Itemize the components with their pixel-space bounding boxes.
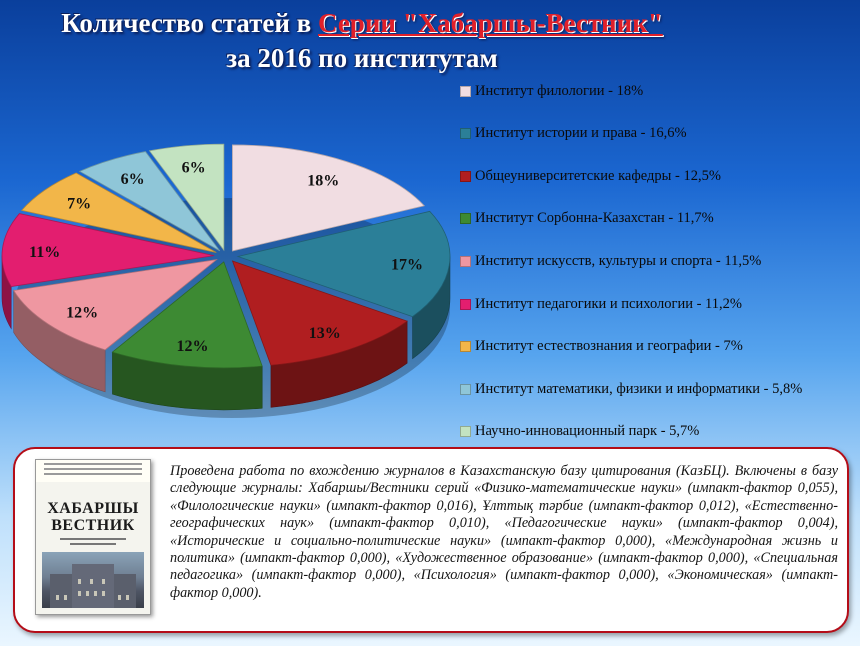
legend-label: Институт естествознания и географии - 7% xyxy=(475,338,743,355)
pie-data-label: 6% xyxy=(181,159,206,177)
legend-swatch xyxy=(460,384,471,395)
cover-title xyxy=(36,500,150,534)
journal-cover-image xyxy=(35,459,151,615)
legend-label: Институт математики, физики и информатики - 5,8% xyxy=(475,380,803,397)
cover-title-line2: ВЕСТНИК xyxy=(51,517,135,534)
legend-label: Общеуниверситетские кафедры - 12,5% xyxy=(475,167,721,184)
legend-item xyxy=(460,165,721,187)
legend-item xyxy=(460,123,687,145)
pie-data-label: 13% xyxy=(308,325,341,343)
pie-data-label: 11% xyxy=(29,243,61,261)
cover-header xyxy=(36,460,150,482)
pie-data-label: 7% xyxy=(67,195,92,213)
cover-subtitle-line xyxy=(60,538,126,540)
legend-swatch xyxy=(460,213,471,224)
pie-data-label: 17% xyxy=(390,256,423,274)
pie-data-label: 12% xyxy=(66,304,99,322)
legend-label: Институт истории и права - 16,6% xyxy=(475,125,687,142)
legend-item xyxy=(460,250,761,272)
legend-swatch xyxy=(460,426,471,437)
legend-item xyxy=(460,80,643,102)
legend-label: Институт Сорбонна-Казахстан - 11,7% xyxy=(475,210,714,227)
pie-data-label: 18% xyxy=(307,172,340,190)
legend-swatch xyxy=(460,86,471,97)
chart-title-line2: за 2016 по институтам xyxy=(226,43,498,73)
info-paragraph: Проведена работа по вхождению журналов в Казахстанскую базу цитирования (КазБЦ). Включены в базу следующие журналы: Хабаршы/Вестники серий «Физико-математические науки» (импакт-фактор 0,055), «Филологические науки» (импакт-фактор 0,016), Ұлттық тәрбие (импакт-фактор 0,012), «Естественно-географических наук» (импакт-фактор 0,010), «Педагогические науки» (импакт-фактор 0,004), «Исторические и социально-политические науки» (импакт-фактор 0,000), «Международная жизнь и политика» (импакт-фактор 0,000), «Художественное образование» (импакт-фактор 0,000), «Специальная педагогика» (импакт-фактор 0,000), «Психология» (импакт-фактор 0,000), «Экономическая» (импакт-фактор 0,000). xyxy=(170,463,838,601)
legend-item xyxy=(460,336,743,358)
legend-swatch xyxy=(460,299,471,310)
legend-swatch xyxy=(460,256,471,267)
legend-label: Институт филологии - 18% xyxy=(475,82,644,99)
info-panel xyxy=(13,447,849,633)
legend-item xyxy=(460,208,714,230)
legend-label: Институт искусств, культуры и спорта - 11,5% xyxy=(475,252,762,269)
cover-title-line1: ХАБАРШЫ xyxy=(47,500,139,517)
series-name-link: Серии "Хабаршы-Вестник" xyxy=(317,8,663,38)
cover-subtitle-line xyxy=(70,543,116,545)
cover-building-photo xyxy=(42,552,144,608)
legend-label: Институт педагогики и психологии - 11,2% xyxy=(475,295,742,312)
legend-swatch xyxy=(460,128,471,139)
legend-label: Научно-инновационный парк - 5,7% xyxy=(475,423,700,440)
legend-item xyxy=(460,378,802,400)
legend-item xyxy=(460,421,699,443)
title-prefix: Количество статей в xyxy=(61,8,318,38)
pie-data-label: 12% xyxy=(176,338,209,356)
legend-swatch xyxy=(460,171,471,182)
pie-data-label: 6% xyxy=(120,171,145,189)
legend-item xyxy=(460,293,742,315)
legend-swatch xyxy=(460,341,471,352)
